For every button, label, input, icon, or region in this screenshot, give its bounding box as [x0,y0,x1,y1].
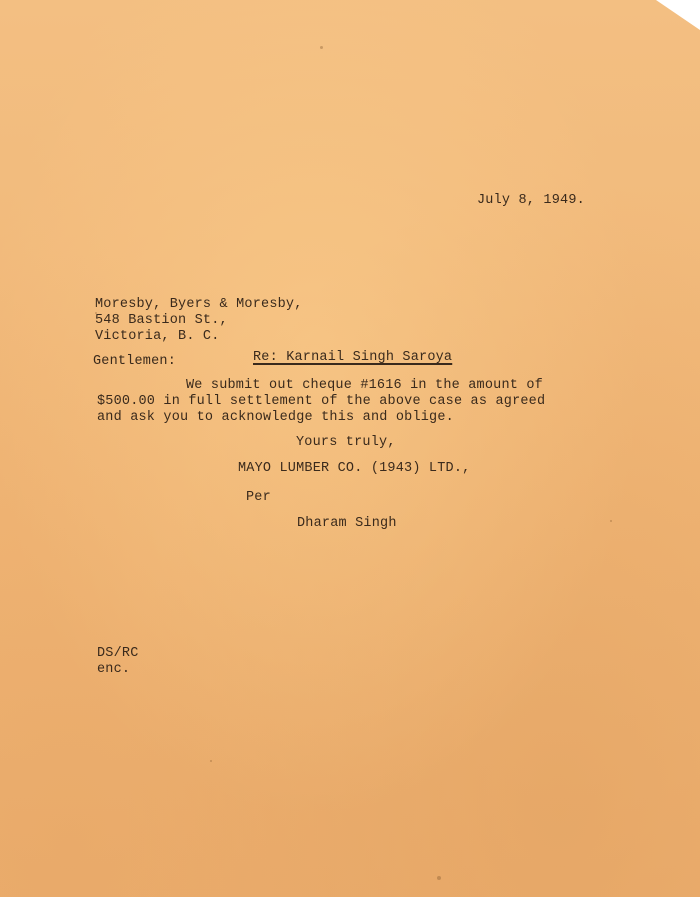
salutation: Gentlemen: [93,354,177,369]
recipient-city: Victoria, B. C. [95,329,220,344]
folded-corner [656,0,700,30]
reference-initials: DS/RC [97,646,139,661]
enclosure-note: enc. [97,662,131,677]
paper-speck [610,520,612,522]
company-name: MAYO LUMBER CO. (1943) LTD., [238,461,471,476]
recipient-street: 548 Bastion St., [95,313,228,328]
recipient-name: Moresby, Byers & Moresby, [95,297,303,312]
signatory-name: Dharam Singh [297,516,397,531]
body-line-2: $500.00 in full settlement of the above case as agreed [97,394,546,409]
subject-line: Re: Karnail Singh Saroya [253,350,453,365]
paper-speck [210,760,212,762]
per-label: Per [246,490,271,505]
letter-date: July 8, 1949. [477,193,585,208]
body-line-1: We submit out cheque #1616 in the amount of [186,378,543,393]
closing: Yours truly, [296,435,396,450]
paper-speck [320,46,323,49]
body-line-3: and ask you to acknowledge this and oblige. [97,410,454,425]
paper-speck [437,876,441,880]
